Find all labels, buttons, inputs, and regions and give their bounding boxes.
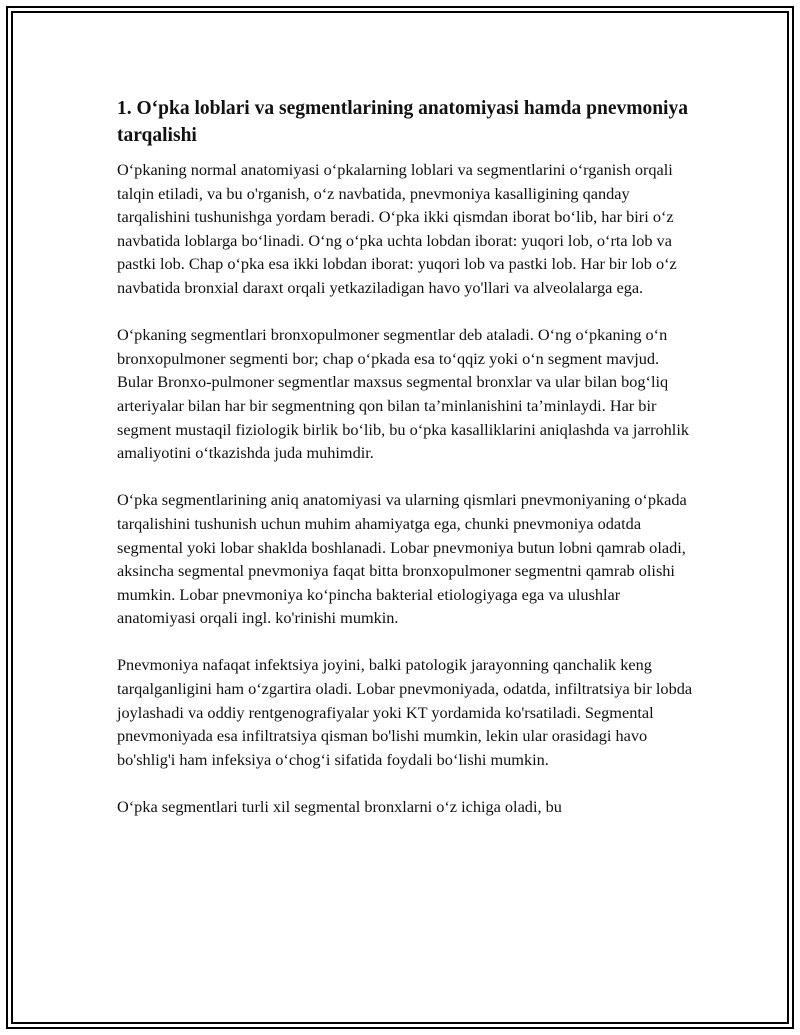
paragraph-1: O‘pkaning normal anatomiyasi o‘pkalarning loblari va segmentlarini o‘rganish orqali talqin etiladi, va bu o'rganish, o‘z navbatida, pnevmoniya kasalligining qanday tarqalishini tushunishga yordam beradi. O‘pka ikki qismdan iborat bo‘lib, har biri o‘z navbatida loblarga bo‘linadi. O‘ng o‘pka uchta lobdan iborat: yuqori lob, o‘rta lob va pastki lob. Chap o‘pka esa ikki lobdan iborat: yuqori lob va pastki lob. Har bir lob o‘z navbatida bronxial daraxt orqali yetkaziladigan havo yo'llari va alveolalarga ega. bbox=[117, 160, 677, 297]
paragraph-3: O‘pka segmentlarining aniq anatomiyasi va ularning qismlari pnevmoniyaning o‘pkada tarqalishini tushunish uchun muhim ahamiyatga ega, chunki pnevmoniya odatda segmental yoki lobar shaklda boshlanadi. Lobar pnevmoniya butun lobni qamrab oladi, aksincha segmental pnevmoniya faqat bitta bronxopulmoner segmentni qamrab olishi mumkin. Lobar pnevmoniya ko‘pincha bakterial etiologiyaga ega va ulushlar anatomiyasi orqali ingl. ko'rinishi mumkin. bbox=[117, 490, 687, 628]
document-body bbox=[117, 95, 697, 842]
paragraph-5: O‘pka segmentlari turli xil segmental bronxlarni o‘z ichiga oladi, bu bbox=[117, 797, 562, 817]
paragraph-2: O‘pkaning segmentlari bronxopulmoner segmentlar deb ataladi. O‘ng o‘pkaning o‘n bronxopulmoner segmenti bor; chap o‘pkada esa to‘qqiz yoki o‘n segment mavjud. Bular Bronxo-pulmoner segmentlar maxsus segmental bronxlar va ular bilan bog‘liq arteriyalar bilan har bir segmentning qon bilan ta’minlanishini ta’minlaydi. Har bir segment mustaqil fiziologik birlik bo‘lib, bu o‘pka kasalliklarini aniqlashda va jarrohlik amaliyotini o‘tkazishda juda muhimdir. bbox=[117, 325, 689, 463]
section-heading: 1. O‘pka loblari va segmentlarining anatomiyasi hamda pnevmoniya tarqalishi bbox=[117, 98, 688, 146]
paragraph-4: Pnevmoniya nafaqat infektsiya joyini, balki patologik jarayonning qanchalik keng tarqalganligini ham o‘zgartira oladi. Lobar pnevmoniyada, odatda, infiltratsiya bir lobda joylashadi va oddiy rentgenografiyalar yoki KT yordamida ko'rsatiladi. Segmental pnevmoniyada esa infiltratsiya qisman bo'lishi mumkin, lekin ular orasidagi havo bo'shlig'i ham infeksiya o‘chog‘i sifatida foydali bo‘lishi mumkin. bbox=[117, 655, 693, 769]
